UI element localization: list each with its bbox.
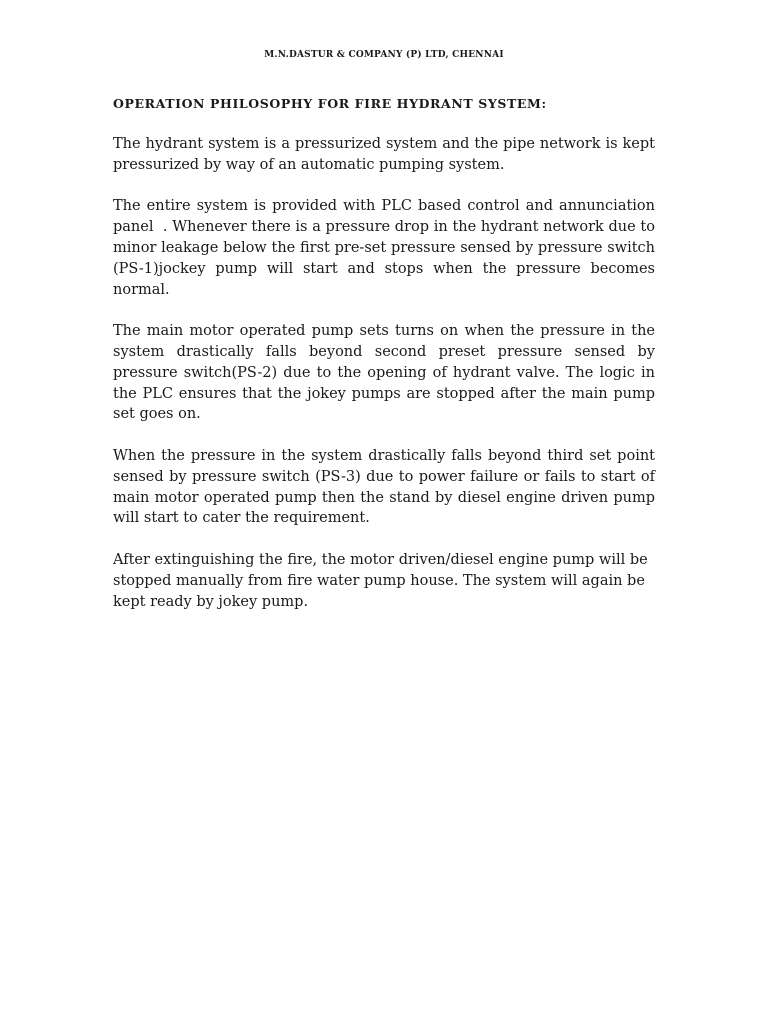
document-title: OPERATION PHILOSOPHY FOR FIRE HYDRANT SYSTEM: bbox=[113, 96, 547, 111]
document-body bbox=[113, 94, 660, 633]
paragraph-diesel-engine-pump: When the pressure in the system drastically falls beyond third set point sensed by pressure switch (PS-3) due to power failure or fails to start of main motor operated pump then the stand by diesel engine driven pump will start to cater the requirement. bbox=[113, 447, 660, 527]
paragraph-plc-jockey-pump: The entire system is provided with PLC based control and annunciation panel . Whenever there is a pressure drop in the hydrant network due to minor leakage below the first pre-set pressure sensed by pressure switch (PS-1)jockey pump will start and stops when the pressure becomes normal. bbox=[113, 198, 660, 298]
paragraph-pressurized-system: The hydrant system is a pressurized system and the pipe network is kept pressurized by way of an automatic pumping system. bbox=[113, 136, 660, 173]
paragraph-main-motor-pump: The main motor operated pump sets turns on when the pressure in the system drastically falls beyond second preset pressure sensed by pressure switch(PS-2) due to the opening of hydrant valve. The logic in the PLC ensures that the jokey pumps are stopped after the main pump set goes on. bbox=[113, 323, 660, 423]
company-header: M.N.DASTUR & COMPANY (P) LTD, CHENNAI bbox=[264, 50, 504, 60]
paragraph-after-extinguishing: After extinguishing the fire, the motor driven/diesel engine pump will be stopped manually from fire water pump house. The system will again be kept ready by jokey pump. bbox=[113, 551, 653, 610]
